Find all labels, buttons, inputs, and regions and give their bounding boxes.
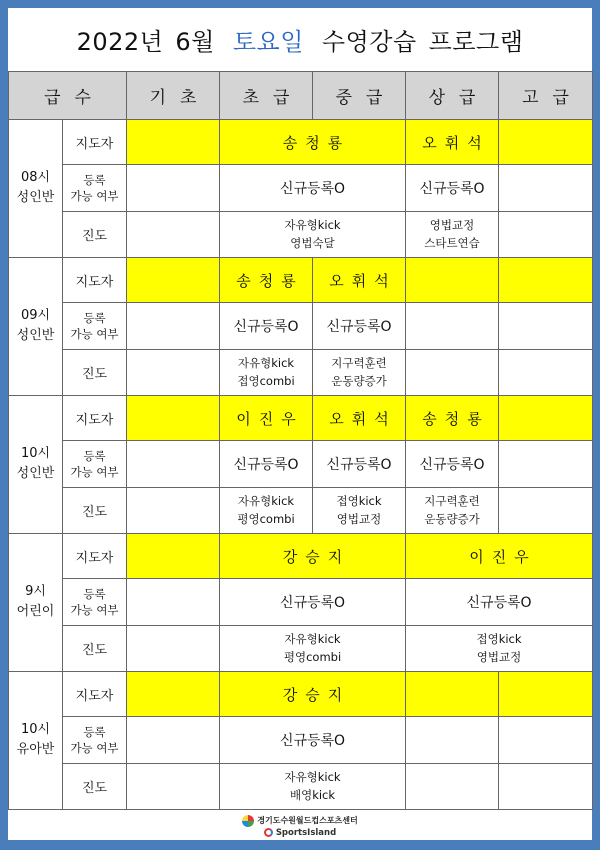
instructor-cell: 강승지 (220, 533, 406, 578)
schedule-table (8, 71, 593, 810)
group-label: 9시 어린이 (9, 533, 63, 671)
table-row (9, 441, 593, 487)
table-row (9, 303, 593, 349)
progress-cell: 자유형kick 영법숙달 (220, 211, 406, 257)
row-label-registration: 등록 가능 여부 (63, 579, 127, 625)
table-row (9, 717, 593, 763)
header-beginner: 초급 (220, 72, 313, 120)
progress-cell: 지구력훈련 운동량증가 (406, 487, 499, 533)
title-month: 6월 (175, 27, 215, 56)
instructor-cell: 송청룡 (220, 257, 313, 302)
instructor-cell: 오휘석 (406, 120, 499, 165)
empty-cell (406, 257, 499, 302)
instructor-cell: 이진우 (220, 395, 313, 440)
empty-cell (127, 257, 220, 302)
table-row (9, 487, 593, 533)
group-label: 09시 성인반 (9, 257, 63, 395)
footer-logo (8, 811, 592, 841)
empty-cell (127, 441, 220, 487)
empty-cell (499, 395, 593, 440)
table-row (9, 625, 593, 671)
page-title (8, 8, 592, 70)
row-label-progress: 진도 (63, 487, 127, 533)
title-year: 2022년 (76, 27, 164, 56)
instructor-cell: 이진우 (406, 533, 593, 578)
group-label: 10시 유아반 (9, 671, 63, 809)
row-label-registration: 등록 가능 여부 (63, 441, 127, 487)
group-label: 10시 성인반 (9, 395, 63, 533)
soccer-ball-icon (242, 815, 254, 827)
table-row (9, 395, 593, 440)
row-label-progress: 진도 (63, 625, 127, 671)
table-row (9, 579, 593, 625)
empty-cell (499, 487, 593, 533)
empty-cell (127, 487, 220, 533)
header-row (9, 72, 593, 120)
empty-cell (127, 579, 220, 625)
footer-brand: SportsIsland (275, 827, 337, 838)
progress-cell: 자유형kick 접영combi (220, 349, 313, 395)
footer-org: 경기도수원월드컵스포츠센터 (257, 816, 358, 825)
table-row (9, 211, 593, 257)
empty-cell (499, 303, 593, 349)
table-row (9, 120, 593, 165)
empty-cell (127, 625, 220, 671)
empty-cell (127, 717, 220, 763)
row-label-instructor: 지도자 (63, 533, 127, 578)
registration-cell: 신규등록O (406, 441, 499, 487)
empty-cell (499, 211, 593, 257)
sportsisland-logo-icon (264, 828, 273, 837)
registration-cell: 신규등록O (313, 441, 406, 487)
registration-cell: 신규등록O (406, 579, 593, 625)
header-expert: 고급 (499, 72, 593, 120)
empty-cell (499, 763, 593, 809)
row-label-instructor: 지도자 (63, 120, 127, 165)
empty-cell (127, 120, 220, 165)
header-intermediate: 중급 (313, 72, 406, 120)
registration-cell: 신규등록O (220, 717, 406, 763)
row-label-instructor: 지도자 (63, 671, 127, 716)
row-label-progress: 진도 (63, 349, 127, 395)
instructor-cell: 송청룡 (220, 120, 406, 165)
table-row (9, 671, 593, 716)
empty-cell (499, 120, 593, 165)
row-label-registration: 등록 가능 여부 (63, 717, 127, 763)
empty-cell (499, 717, 593, 763)
empty-cell (406, 671, 499, 716)
row-label-registration: 등록 가능 여부 (63, 303, 127, 349)
empty-cell (127, 211, 220, 257)
progress-cell: 접영kick 영법교정 (406, 625, 593, 671)
empty-cell (127, 349, 220, 395)
empty-cell (127, 671, 220, 716)
registration-cell: 신규등록O (406, 165, 499, 211)
progress-cell: 자유형kick 평영combi (220, 625, 406, 671)
title-program: 수영강습 (321, 27, 417, 56)
empty-cell (406, 763, 499, 809)
table-row (9, 257, 593, 302)
instructor-cell: 강승지 (220, 671, 406, 716)
registration-cell: 신규등록O (220, 303, 313, 349)
table-row (9, 349, 593, 395)
title-day: 토요일 (232, 27, 304, 56)
empty-cell (127, 395, 220, 440)
registration-cell: 신규등록O (220, 579, 406, 625)
progress-cell: 영법교정 스타트연습 (406, 211, 499, 257)
empty-cell (406, 717, 499, 763)
empty-cell (406, 303, 499, 349)
empty-cell (127, 533, 220, 578)
empty-cell (499, 257, 593, 302)
row-label-instructor: 지도자 (63, 257, 127, 302)
registration-cell: 신규등록O (220, 441, 313, 487)
header-advanced: 상급 (406, 72, 499, 120)
title-suffix: 프로그램 (428, 27, 524, 56)
empty-cell (127, 763, 220, 809)
progress-cell: 접영kick 영법교정 (313, 487, 406, 533)
empty-cell (127, 165, 220, 211)
row-label-progress: 진도 (63, 763, 127, 809)
registration-cell: 신규등록O (220, 165, 406, 211)
empty-cell (499, 349, 593, 395)
registration-cell: 신규등록O (313, 303, 406, 349)
instructor-cell: 송청룡 (406, 395, 499, 440)
table-row (9, 533, 593, 578)
empty-cell (499, 671, 593, 716)
instructor-cell: 오휘석 (313, 257, 406, 302)
empty-cell (499, 441, 593, 487)
progress-cell: 지구력훈련 운동량증가 (313, 349, 406, 395)
empty-cell (127, 303, 220, 349)
progress-cell: 자유형kick 평영combi (220, 487, 313, 533)
header-level: 급수 (9, 72, 127, 120)
table-row (9, 763, 593, 809)
header-basic: 기초 (127, 72, 220, 120)
table-row (9, 165, 593, 211)
row-label-instructor: 지도자 (63, 395, 127, 440)
empty-cell (499, 165, 593, 211)
row-label-progress: 진도 (63, 211, 127, 257)
instructor-cell: 오휘석 (313, 395, 406, 440)
progress-cell: 자유형kick 배영kick (220, 763, 406, 809)
empty-cell (406, 349, 499, 395)
row-label-registration: 등록 가능 여부 (63, 165, 127, 211)
group-label: 08시 성인반 (9, 120, 63, 258)
